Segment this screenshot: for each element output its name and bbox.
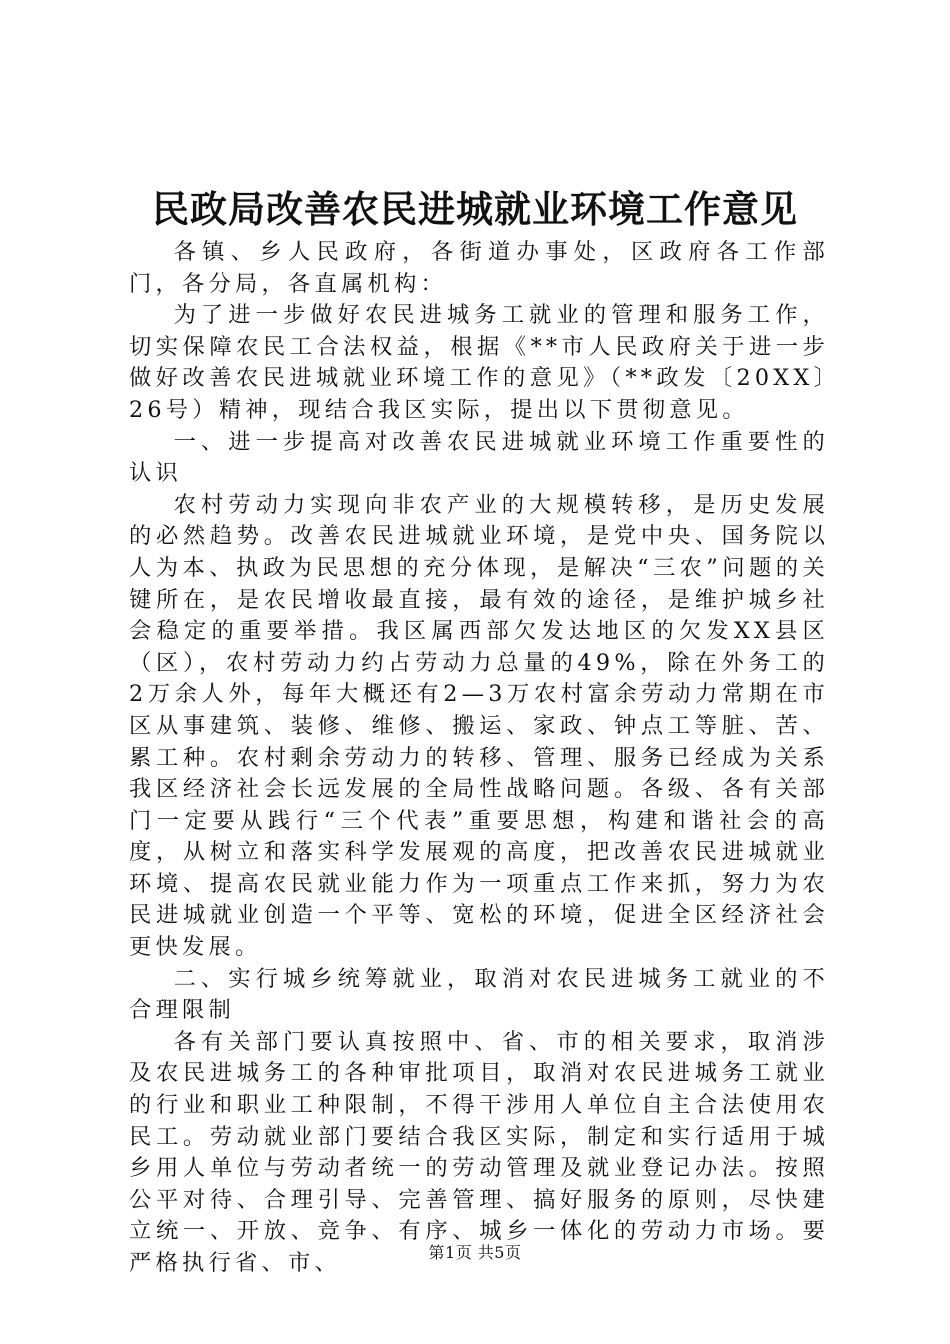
document-title: 民政局改善农民进城就业环境工作意见 <box>152 187 798 231</box>
document-body <box>129 237 829 1280</box>
section-1-paragraph: 农村劳动力实现向非农产业的大规模转移，是历史发展的必然趋势。改善农民进城就业环境，是党中央、国务院以人为本、执政为民思想的充分体现，是解决“三农”问题的关键所在，是农民增收最直接，最有效的途径，是维护城乡社会稳定的重要举措。我区属西部欠发达地区的欠发XX县区（区），农村劳动力约占劳动力总量的49%，除在外务工的2万余人外，每年大概还有2—3万农村富余劳动力常期在市区从事建筑、装修、维修、搬运、家政、钟点工等脏、苦、累工种。农村剩余劳动力的转移、管理、服务已经成为关系我区经济社会长远发展的全局性战略问题。各级、各有关部门一定要从践行“三个代表”重要思想，构建和谐社会的高度，从树立和落实科学发展观的高度，把改善农民进城就业环境、提高农民就业能力作为一项重点工作来抓，努力为农民进城就业创造一个平等、宽松的环境，促进全区经济社会更快发展。 <box>129 491 829 961</box>
intro-paragraph: 为了进一步做好农民进城务工就业的管理和服务工作，切实保障农民工合法权益，根据《**市人民政府关于进一步做好改善农民进城就业环境工作的意见》（**政发〔20XX〕26号）精神，现结合我区实际，提出以下贯彻意见。 <box>129 302 829 423</box>
salutation-paragraph: 各镇、乡人民政府，各街道办事处，区政府各工作部门，各分局，各直属机构： <box>129 239 829 297</box>
section-2-paragraph: 各有关部门要认真按照中、省、市的相关要求，取消涉及农民进城务工的各种审批项目，取消对农民进城务工就业的行业和职业工种限制，不得干涉用人单位自主合法使用农民工。劳动就业部门要结合我区实际，制定和实行适用于城乡用人单位与劳动者统一的劳动管理及就业登记办法。按照公平对待、合理引导、完善管理、搞好服务的原则，尽快建立统一、开放、竞争、有序、城乡一体化的劳动力市场。要严格执行省、市、 <box>129 1028 829 1276</box>
page-number-footer: 第1页 共5页 <box>428 1243 522 1262</box>
section-heading-2: 二、实行城乡统筹就业，取消对农民进城务工就业的不合理限制 <box>129 965 829 1024</box>
section-heading-1: 一、进一步提高对改善农民进城就业环境工作重要性的认识 <box>129 428 829 487</box>
